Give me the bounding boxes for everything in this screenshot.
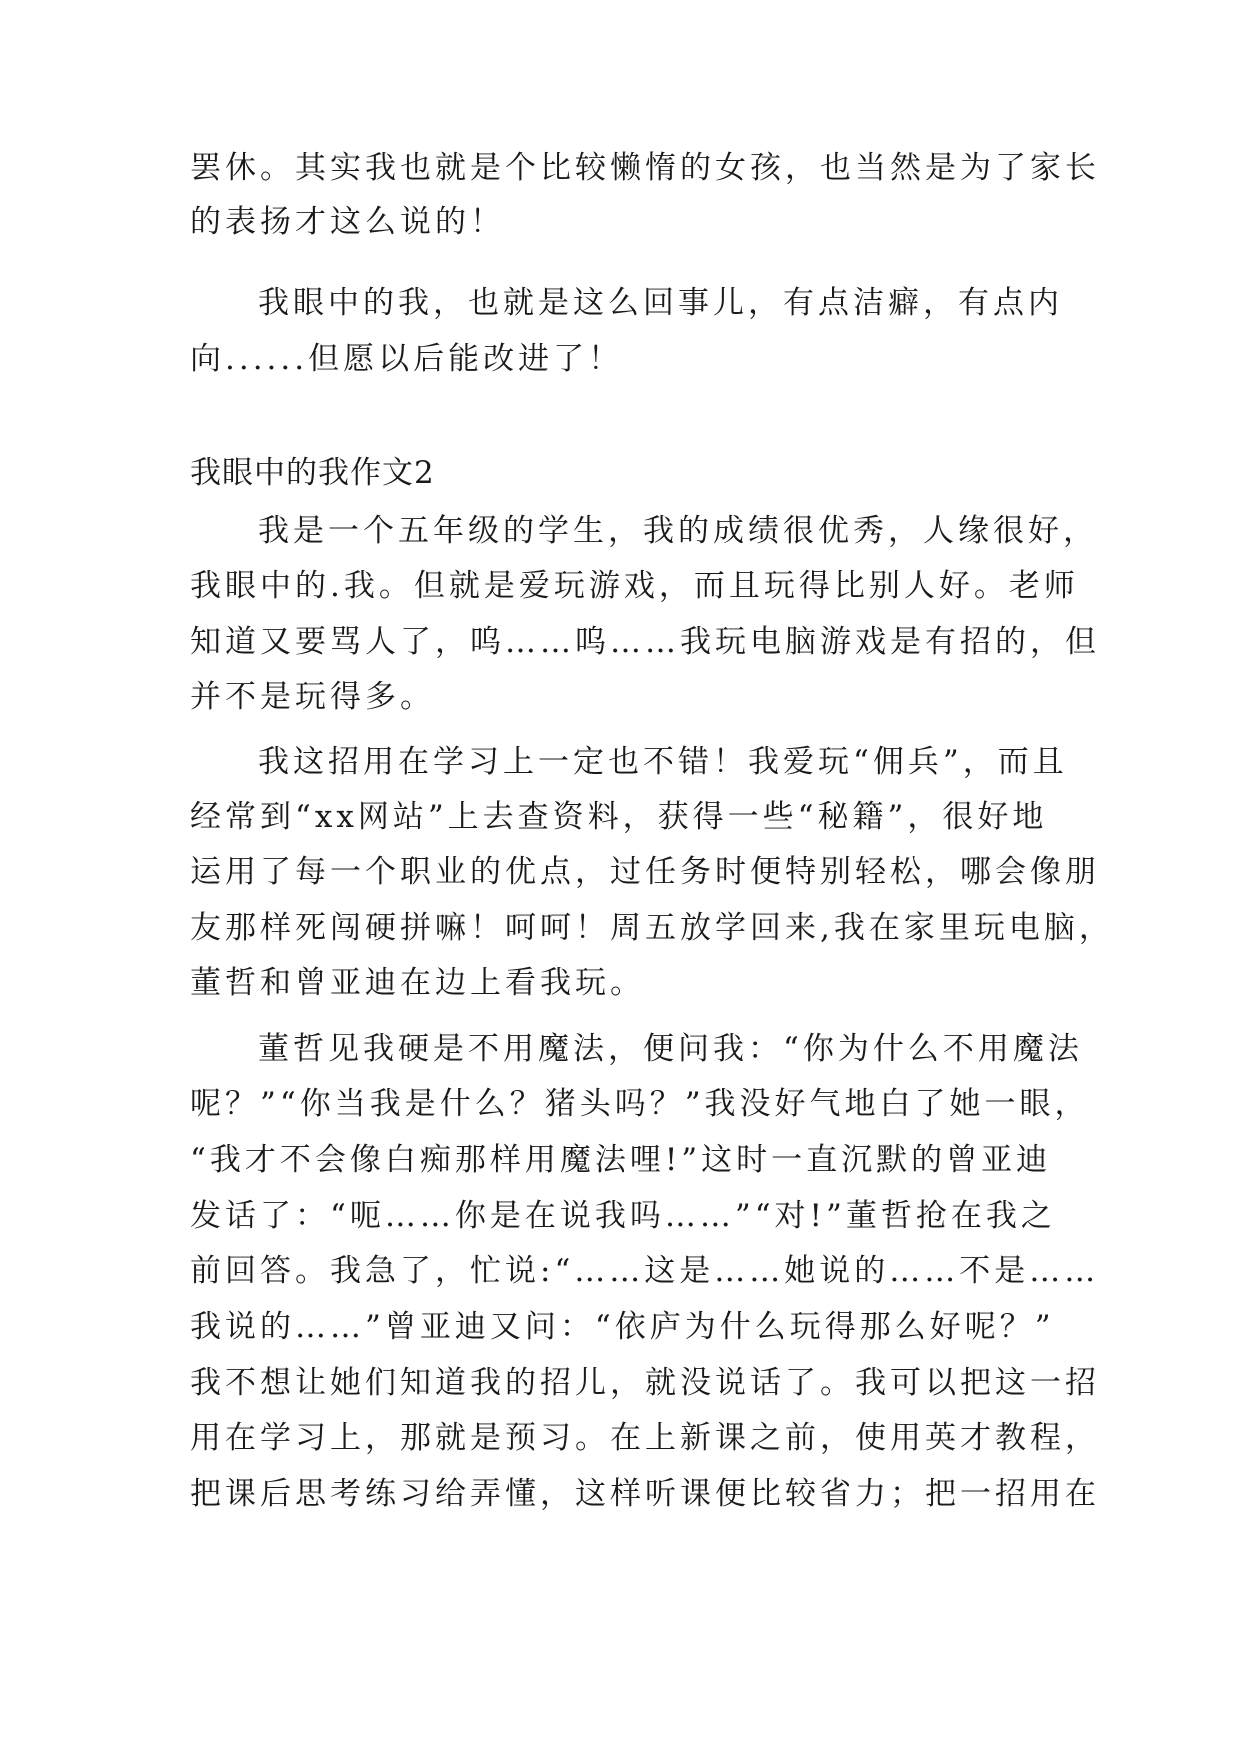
text-line: 呢？”“你当我是什么？猪头吗？”我没好气地白了她一眼， [190,1086,1090,1122]
paragraph-start-line: 我是一个五年级的学生，我的成绩很优秀，人缘很好， [258,513,1098,549]
text-line: 前回答。我急了，忙说:“……这是……她说的……不是…… [190,1253,1100,1289]
text-line: 知道又要骂人了，呜……呜……我玩电脑游戏是有招的，但 [190,624,1100,660]
text-line: 用在学习上，那就是预习。在上新课之前，使用英才教程， [190,1420,1100,1456]
text-line: 我不想让她们知道我的招儿，就没说话了。我可以把这一招 [190,1365,1100,1401]
text-line: 我说的……”曾亚迪又问：“依庐为什么玩得那么好呢？” [190,1309,1055,1345]
paragraph-start-line: 董哲见我硬是不用魔法，便问我：“你为什么不用魔法 [258,1031,1083,1067]
text-line: 我眼中的.我。但就是爱玩游戏，而且玩得比别人好。老师 [190,568,1079,604]
text-line: 董哲和曾亚迪在边上看我玩。 [190,965,645,1001]
text-line: 罢休。其实我也就是个比较懒惰的女孩，也当然是为了家长 [190,150,1100,186]
text-line: 的表扬才这么说的！ [190,204,505,240]
text-line: 发话了：“呃……你是在说我吗……”“对!”董哲抢在我之 [190,1198,1056,1234]
text-line: 并不是玩得多。 [190,679,435,715]
text-line: 运用了每一个职业的优点，过任务时便特别轻松，哪会像朋 [190,854,1100,890]
text-line: 把课后思考练习给弄懂，这样听课便比较省力；把一招用在 [190,1476,1100,1512]
text-line: 向......但愿以后能改进了！ [190,341,624,377]
text-line: 经常到“xx网站”上去查资料，获得一些“秘籍”，很好地 [190,799,1048,835]
text-line: 友那样死闯硬拼嘛！呵呵！周五放学回来,我在家里玩电脑， [190,910,1114,946]
text-line: “我才不会像白痴那样用魔法哩!”这时一直沉默的曾亚迪 [190,1142,1052,1178]
paragraph-start-line: 我这招用在学习上一定也不错！我爱玩“佣兵”，而且 [258,744,1068,780]
paragraph-start-line: 我眼中的我，也就是这么回事儿，有点洁癖，有点内 [258,285,1063,321]
essay-title: 我眼中的我作文2 [190,455,435,491]
